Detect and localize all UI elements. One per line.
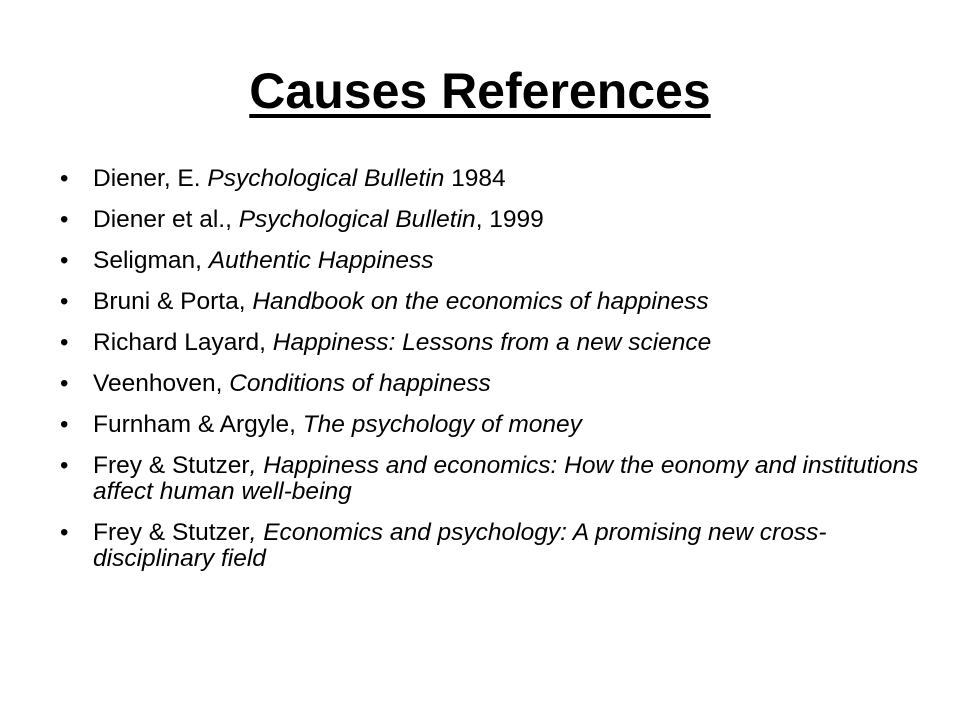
slide-title: Causes References — [249, 63, 711, 119]
reference-item — [60, 207, 920, 233]
reference-author: Veenhoven, — [93, 370, 230, 397]
reference-suffix: 1984 — [444, 165, 506, 192]
reference-author: Richard Layard, — [93, 329, 273, 356]
reference-list — [60, 166, 920, 587]
reference-item — [60, 289, 920, 315]
reference-author: Bruni & Porta, — [93, 288, 253, 315]
bullet-icon: • — [60, 452, 69, 479]
bullet-icon: • — [60, 288, 69, 315]
reference-author: Furnham & Argyle, — [93, 411, 303, 438]
bullet-icon: • — [60, 370, 69, 397]
reference-work-title: , Economics and psychology: A promising new cross-disciplinary field — [93, 519, 827, 572]
bullet-icon: • — [60, 329, 69, 356]
reference-author: Frey & Stutzer — [93, 519, 250, 546]
bullet-icon: • — [60, 206, 69, 233]
reference-item — [60, 371, 920, 397]
reference-work-title: Authentic Happiness — [208, 247, 434, 274]
reference-author: Diener et al., — [93, 206, 239, 233]
reference-suffix: , 1999 — [475, 206, 544, 233]
reference-author: Frey & Stutzer — [93, 452, 250, 479]
reference-work-title: Psychological Bulletin — [238, 206, 476, 233]
bullet-icon: • — [60, 165, 69, 192]
reference-item — [60, 330, 920, 356]
bullet-icon: • — [60, 247, 69, 274]
reference-work-title: Conditions of happiness — [229, 370, 491, 397]
reference-item — [60, 453, 920, 505]
reference-item — [60, 412, 920, 438]
reference-item — [60, 248, 920, 274]
reference-work-title: Handbook on the economics of happiness — [252, 288, 709, 315]
reference-work-title: , Happiness and economics: How the eonomy and institutions affect human well-being — [93, 452, 919, 505]
reference-author: Seligman, — [93, 247, 209, 274]
bullet-icon: • — [60, 519, 69, 546]
reference-work-title: Happiness: Lessons from a new science — [272, 329, 712, 356]
bullet-icon: • — [60, 411, 69, 438]
reference-work-title: Psychological Bulletin — [207, 165, 445, 192]
reference-item — [60, 166, 920, 192]
reference-work-title: The psychology of money — [302, 411, 582, 438]
reference-author: Diener, E. — [93, 165, 208, 192]
reference-item — [60, 520, 920, 572]
